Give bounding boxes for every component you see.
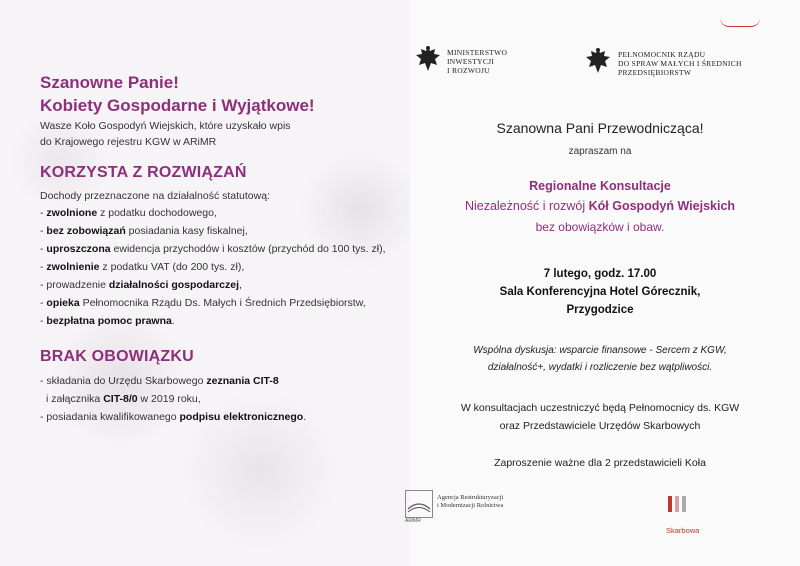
salutation: Szanowna Pani Przewodnicząca!	[496, 120, 704, 136]
intro-line-2: do Krajowego rejestru KGW w ARiMR	[40, 136, 217, 148]
header-logos	[415, 44, 785, 84]
benefits-lead: Dochody przeznaczone na działalność statutową:	[40, 190, 270, 202]
participants-note: W konsultacjach uczestniczyć będą Pełnomocnicy ds. KGW oraz Przedstawiciele Urzędów Skarbowych	[460, 402, 740, 432]
event-title: Regionalne Konsultacje	[529, 179, 671, 193]
event-subtitle: Niezależność i rozwój Kół Gospodyń Wiejskich	[464, 199, 736, 213]
benefit-item: - bezpłatna pomoc prawna.	[40, 315, 175, 327]
event-subtitle-2: bez obowiązków i obaw.	[535, 220, 665, 234]
greeting-line-2: Kobiety Gospodarne i Wyjątkowe!	[40, 96, 315, 115]
greeting-line-1: Szanowne Panie!	[40, 73, 179, 92]
benefit-item: - bez zobowiązań posiadania kasy fiskalnej,	[40, 225, 248, 237]
kas-emblem-icon	[666, 494, 692, 514]
invitation-validity: Zaproszenie ważne dla 2 przedstawicieli Koła	[494, 457, 706, 469]
benefit-item: - prowadzenie działalności gospodarczej,	[40, 279, 242, 291]
no-duty-heading: BRAK OBOWIĄZKU	[40, 348, 194, 365]
duty-item: - składania do Urzędu Skarbowego zeznania CIT-8	[40, 375, 279, 387]
benefit-item: - opieka Pełnomocnika Rządu Ds. Małych i Średnich Przedsiębiorstw,	[40, 297, 366, 309]
event-details	[400, 265, 800, 319]
benefits-heading: KORZYSTA Z ROZWIĄZAŃ	[40, 164, 247, 181]
intro-line-1: Wasze Koło Gospodyń Wiejskich, które uzyskało wpis	[40, 120, 291, 132]
arimr-logo	[405, 490, 555, 524]
right-panel	[400, 0, 800, 566]
plenipotentiary-logo-text: PEŁNOMOCNIK RZĄDU DO SPRAW MAŁYCH I ŚREDNICH PRZEDSIĘBIORSTW	[618, 50, 742, 77]
arimr-emblem-icon	[405, 490, 433, 518]
event-location: Przygodzice	[566, 304, 634, 316]
benefit-item: - zwolnione z podatku dochodowego,	[40, 207, 217, 219]
eagle-emblem-icon	[585, 46, 611, 76]
event-date: 7 lutego, godz. 17.00	[543, 268, 657, 280]
invite-text: zapraszam na	[568, 146, 632, 157]
left-panel	[40, 72, 400, 426]
eagle-emblem-icon	[415, 44, 441, 74]
duty-item: - posiadania kwalifikowanego podpisu elektronicznego.	[40, 411, 307, 423]
kas-label: Skarbowa	[666, 526, 700, 535]
benefit-item: - zwolnienie z podatku VAT (do 200 tys. zł),	[40, 261, 245, 273]
arimr-badge: ARiMR	[405, 518, 421, 524]
event-venue: Sala Konferencyjna Hotel Górecznik,	[499, 286, 701, 298]
benefit-item: - uproszczona ewidencja przychodów i kosztów (przychód do 100 tys. zł),	[40, 243, 386, 255]
arimr-logo-text: Agencja Restrukturyzacji i Modernizacji Rolnictwa	[437, 494, 504, 509]
kas-logo	[662, 494, 762, 534]
duty-item: i załącznika CIT-8/0 w 2019 roku,	[46, 393, 201, 405]
benefits-list	[40, 204, 400, 330]
ministry-logo-text: MINISTERSTWO INWESTYCJI I ROZWOJU	[447, 48, 508, 75]
discussion-topics: Wspólna dyskusja: wsparcie finansowe - Sercem z KGW, działalność+, wydatki i rozliczenie bez wątpliwości.	[473, 345, 727, 373]
